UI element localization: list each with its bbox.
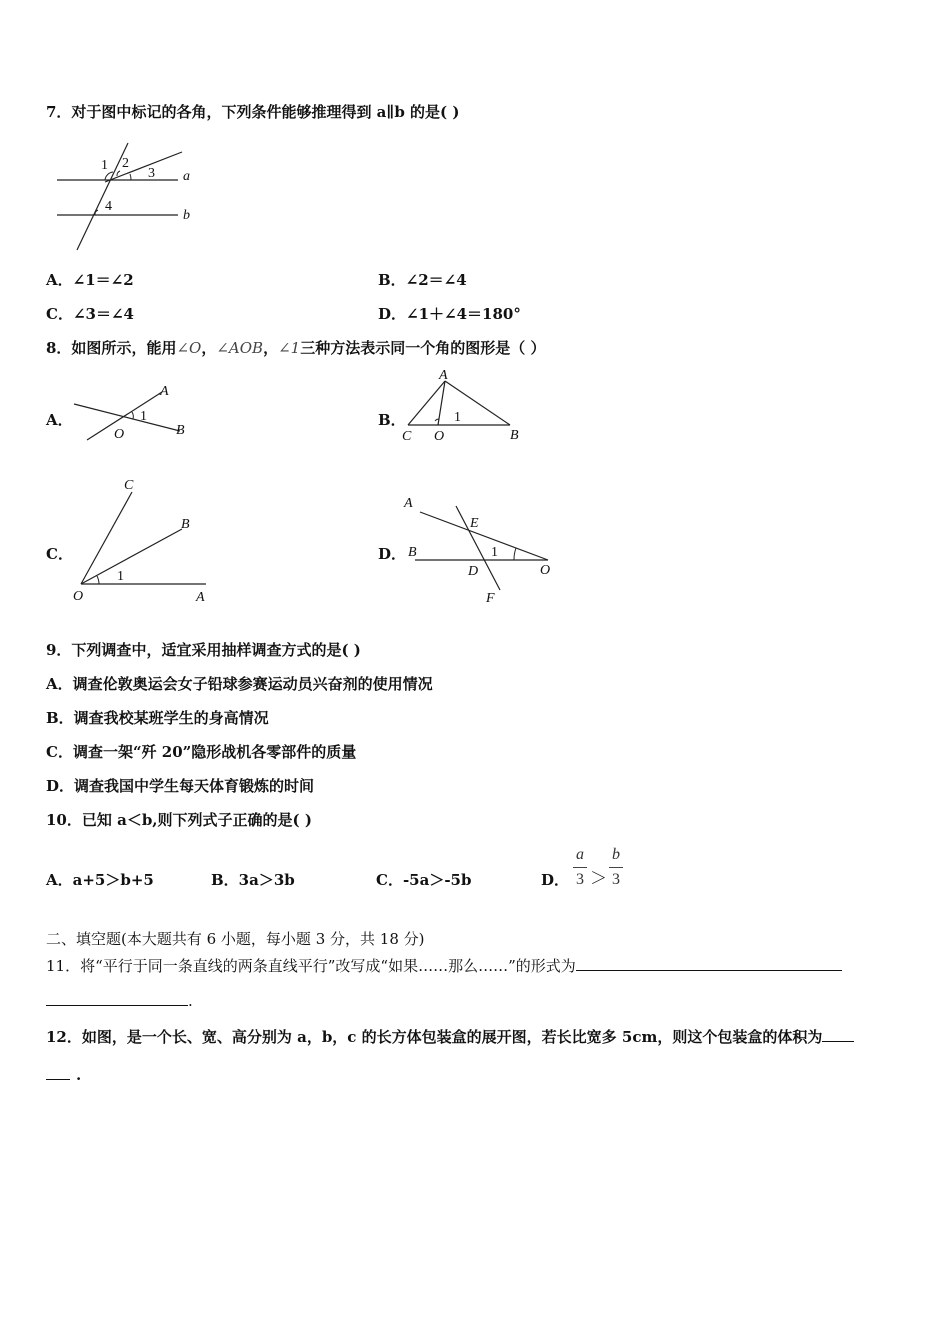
fig-b-label-b: B	[510, 428, 519, 443]
angle-2-label: 2	[122, 156, 129, 171]
q9-option-b: B．调查我校某班学生的身高情况	[46, 709, 269, 727]
fig-c-label-a: A	[196, 590, 205, 605]
q10-option-c: C．-5a＞-5b	[376, 871, 472, 889]
q8-stem-post: 三种方法表示同一个角的图形是（ ）	[300, 339, 546, 357]
fraction-1-numerator: a	[576, 846, 584, 863]
q10-option-d-label: D．	[541, 871, 570, 889]
q8-option-a-label: A．	[46, 411, 73, 429]
fig-d-label-1: 1	[491, 545, 498, 560]
fraction-2-denominator: 3	[612, 871, 620, 888]
fraction-2-numerator: b	[612, 846, 620, 863]
q11-blank-line-2[interactable]	[46, 991, 188, 1006]
q9-option-c: C．调查一架“歼 20”隐形战机各零部件的质量	[46, 743, 357, 761]
fig-b-label-a: A	[439, 368, 448, 383]
fig-b-label-1: 1	[454, 410, 461, 425]
q10-option-a: A．a+5＞b+5	[46, 871, 154, 889]
q9-stem: 9．下列调查中，适宜采用抽样调查方式的是( )	[46, 641, 361, 659]
fig-c-label-1: 1	[117, 569, 124, 584]
fig-c-label-o: O	[73, 589, 84, 604]
fraction-2-bar	[609, 867, 623, 868]
q12-text: 12．如图，是一个长、宽、高分别为 a，b，c 的长方体包装盒的展开图，若长比宽多 5cm，则这个包装盒的体积为	[46, 1028, 823, 1046]
q12-stem	[46, 1027, 854, 1046]
fig-d-label-f: F	[486, 591, 495, 606]
q8-option-b-label: B．	[378, 411, 406, 429]
q7-option-a: A．∠1＝∠2	[46, 271, 134, 289]
q8-figure-b	[398, 365, 528, 445]
q8-option-d-label: D．	[378, 545, 407, 563]
q8-sep1: ，	[201, 339, 217, 357]
q11-blank-line-1[interactable]	[576, 956, 842, 971]
fig-a-label-o: O	[114, 427, 125, 442]
q11-end: .	[188, 992, 193, 1010]
fig-b-label-o: O	[434, 429, 445, 444]
q7-stem: 7．对于图中标记的各角，下列条件能够推理得到 a∥b 的是( )	[46, 103, 460, 121]
q10-stem: 10．已知 a＜b,则下列式子正确的是( )	[46, 811, 312, 829]
fig-d-label-d: D	[468, 564, 479, 579]
q12-continuation	[46, 1065, 81, 1084]
q8-option-c-label: C．	[46, 545, 73, 563]
q8-figure-d	[400, 490, 560, 605]
q11-stem	[46, 956, 842, 975]
q7-option-c: C．∠3＝∠4	[46, 305, 134, 323]
q8-figure-a	[70, 378, 200, 448]
q7-option-b: B．∠2＝∠4	[378, 271, 467, 289]
q7-figure	[50, 140, 220, 255]
q8-figure-c	[68, 472, 218, 607]
fraction-1-denominator: 3	[576, 871, 584, 888]
fig-a-label-b: B	[176, 423, 185, 438]
q8-angle-o: ∠O	[176, 339, 202, 357]
q8-stem	[46, 339, 545, 357]
fraction-1-bar	[573, 867, 587, 868]
angle-3-label: 3	[148, 166, 155, 181]
fig-d-label-o: O	[540, 563, 551, 578]
line-b-label: b	[183, 208, 190, 223]
angle-1-label: 1	[101, 158, 108, 173]
q11-continuation	[46, 991, 193, 1010]
q12-blank-line-2[interactable]	[46, 1065, 70, 1080]
q8-angle-1: ∠1	[278, 339, 301, 357]
q8-sep2: ，	[263, 339, 279, 357]
q8-angle-aob: ∠AOB	[216, 339, 264, 357]
q10-option-b: B．3a＞3b	[211, 871, 295, 889]
fig-a-label-1: 1	[140, 409, 147, 424]
fig-d-label-b: B	[408, 545, 417, 560]
fig-c-label-b: B	[181, 517, 190, 532]
fig-d-label-a: A	[404, 496, 413, 511]
fig-a-label-a: A	[160, 384, 169, 399]
q8-stem-pre: 8．如图所示，能用	[46, 339, 177, 357]
q9-option-d: D．调查我国中学生每天体育锻炼的时间	[46, 777, 315, 795]
q11-text: 11．将“平行于同一条直线的两条直线平行”改写成“如果……那么……”的形式为	[46, 957, 576, 975]
section-2-heading: 二、填空题(本大题共有 6 小题，每小题 3 分，共 18 分)	[46, 930, 425, 948]
fig-b-label-c: C	[402, 429, 412, 444]
line-a-label: a	[183, 169, 190, 184]
q7-option-d: D．∠1＋∠4＝180°	[378, 305, 521, 323]
angle-4-label: 4	[105, 199, 112, 214]
q12-end: .	[76, 1066, 82, 1084]
q12-blank-line-1[interactable]	[822, 1027, 854, 1042]
fig-c-label-c: C	[124, 478, 134, 493]
fig-d-label-e: E	[470, 516, 479, 531]
q9-option-a: A．调查伦敦奥运会女子铅球参赛运动员兴奋剂的使用情况	[46, 675, 433, 693]
q10-option-d-operator: ＞	[590, 869, 607, 889]
